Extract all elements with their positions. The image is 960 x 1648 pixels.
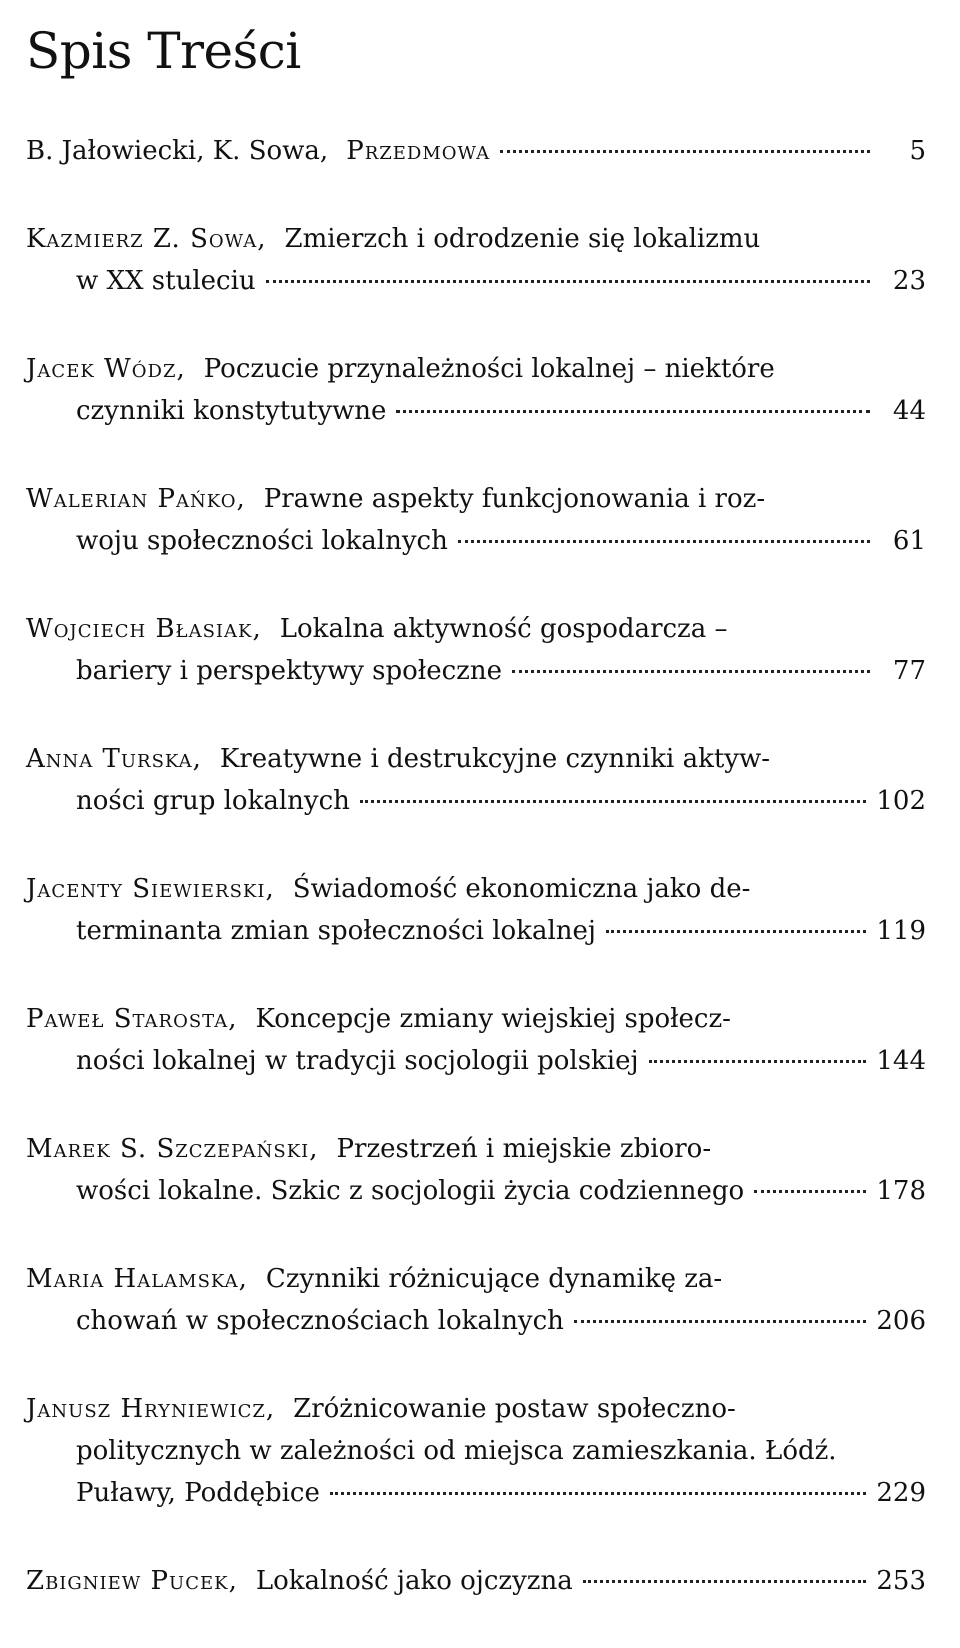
- entry-title-line: bariery i perspektywy społeczne: [76, 656, 503, 686]
- dot-leader: [266, 280, 870, 283]
- dot-leader: [500, 150, 870, 153]
- entry-author: Marek S. Szczepański,: [26, 1134, 319, 1164]
- toc-entry[interactable]: [26, 348, 926, 432]
- entry-title-line: Świadomość ekonomiczna jako de-: [292, 874, 751, 904]
- toc-entry[interactable]: [26, 608, 926, 692]
- entry-author: Jacek Wódz,: [26, 354, 186, 384]
- entry-title-line: Prawne aspekty funkcjonowania i roz-: [263, 484, 766, 514]
- dot-leader: [360, 800, 866, 803]
- entry-title-line: wości lokalne. Szkic z socjologii życia codziennego: [76, 1176, 745, 1206]
- entry-author: Jacenty Siewierski,: [26, 874, 275, 904]
- entry-title-line: czynniki konstytutywne: [76, 396, 387, 426]
- entry-title-line: Lokalna aktywność gospodarcza –: [279, 614, 728, 644]
- entry-title-line: woju społeczności lokalnych: [76, 526, 448, 556]
- entry-page-number: 102: [876, 786, 926, 816]
- toc-entry[interactable]: [26, 478, 926, 562]
- entry-page-number: 61: [892, 526, 926, 556]
- entry-title-line: politycznych w zależności od miejsca zamieszkania. Łódź.: [76, 1436, 837, 1466]
- entry-page-number: 5: [909, 136, 926, 166]
- toc-entry[interactable]: [26, 738, 926, 822]
- dot-leader: [606, 930, 866, 933]
- entry-author: Wojciech Błasiak,: [26, 614, 262, 644]
- entry-page-number: 44: [892, 396, 926, 426]
- entry-title-line: terminanta zmian społeczności lokalnej: [76, 916, 596, 946]
- entry-author: Walerian Pańko,: [26, 484, 246, 514]
- dot-leader: [583, 1580, 867, 1583]
- entry-title-line: Puławy, Poddębice: [76, 1478, 320, 1508]
- dot-leader: [649, 1060, 867, 1063]
- entry-title-line: chowań w społecznościach lokalnych: [76, 1306, 564, 1336]
- entry-page-number: 77: [892, 656, 926, 686]
- toc-entry[interactable]: [26, 1560, 926, 1602]
- entry-page-number: 119: [876, 916, 926, 946]
- entry-author: B. Jałowiecki, K. Sowa,: [26, 136, 329, 166]
- entry-title-line: w XX stuleciu: [76, 266, 256, 296]
- toc-entry[interactable]: [26, 1258, 926, 1342]
- entry-title-line: Czynniki różnicujące dynamikę za-: [265, 1264, 723, 1294]
- entry-title-line: Zmierzch i odrodzenie się lokalizmu: [284, 224, 761, 254]
- entry-title-line: Przestrzeń i miejskie zbioro-: [336, 1134, 712, 1164]
- entry-page-number: 178: [876, 1176, 926, 1206]
- entry-author: Janusz Hryniewicz,: [26, 1394, 276, 1424]
- table-of-contents: [26, 130, 926, 1648]
- entry-author: Paweł Starosta,: [26, 1004, 238, 1034]
- toc-entry[interactable]: [26, 218, 926, 302]
- entry-author: Kazmierz Z. Sowa,: [26, 224, 267, 254]
- dot-leader: [512, 670, 870, 673]
- entry-author: Zbigniew Pucek,: [26, 1566, 238, 1596]
- entry-title-line: Zróżnicowanie postaw społeczno-: [293, 1394, 736, 1424]
- page-title: Spis Treści: [26, 22, 301, 80]
- entry-title-line: Kreatywne i destrukcyjne czynniki aktyw-: [219, 744, 771, 774]
- toc-entry[interactable]: [26, 1128, 926, 1212]
- entry-author: Anna Turska,: [26, 744, 202, 774]
- entry-page-number: 206: [876, 1306, 926, 1336]
- toc-entry[interactable]: [26, 130, 926, 172]
- entry-title-line: Lokalność jako ojczyzna: [255, 1566, 573, 1596]
- entry-page-number: 229: [876, 1478, 926, 1508]
- dot-leader: [396, 410, 870, 413]
- entry-author: Maria Halamska,: [26, 1264, 248, 1294]
- toc-entry[interactable]: [26, 868, 926, 952]
- entry-title-line: Poczucie przynależności lokalnej – niektóre: [203, 354, 775, 384]
- entry-page-number: 144: [876, 1046, 926, 1076]
- dot-leader: [754, 1190, 866, 1193]
- entry-title-line: ności lokalnej w tradycji socjologii polskiej: [76, 1046, 639, 1076]
- dot-leader: [458, 540, 870, 543]
- entry-title-line: Przedmowa: [346, 136, 491, 166]
- toc-entry[interactable]: [26, 998, 926, 1082]
- entry-title-line: ności grup lokalnych: [76, 786, 350, 816]
- entry-page-number: 23: [892, 266, 926, 296]
- entry-page-number: 253: [876, 1566, 926, 1596]
- entry-title-line: Koncepcje zmiany wiejskiej społecz-: [255, 1004, 731, 1034]
- dot-leader: [330, 1492, 866, 1495]
- dot-leader: [574, 1320, 866, 1323]
- toc-entry[interactable]: [26, 1388, 926, 1514]
